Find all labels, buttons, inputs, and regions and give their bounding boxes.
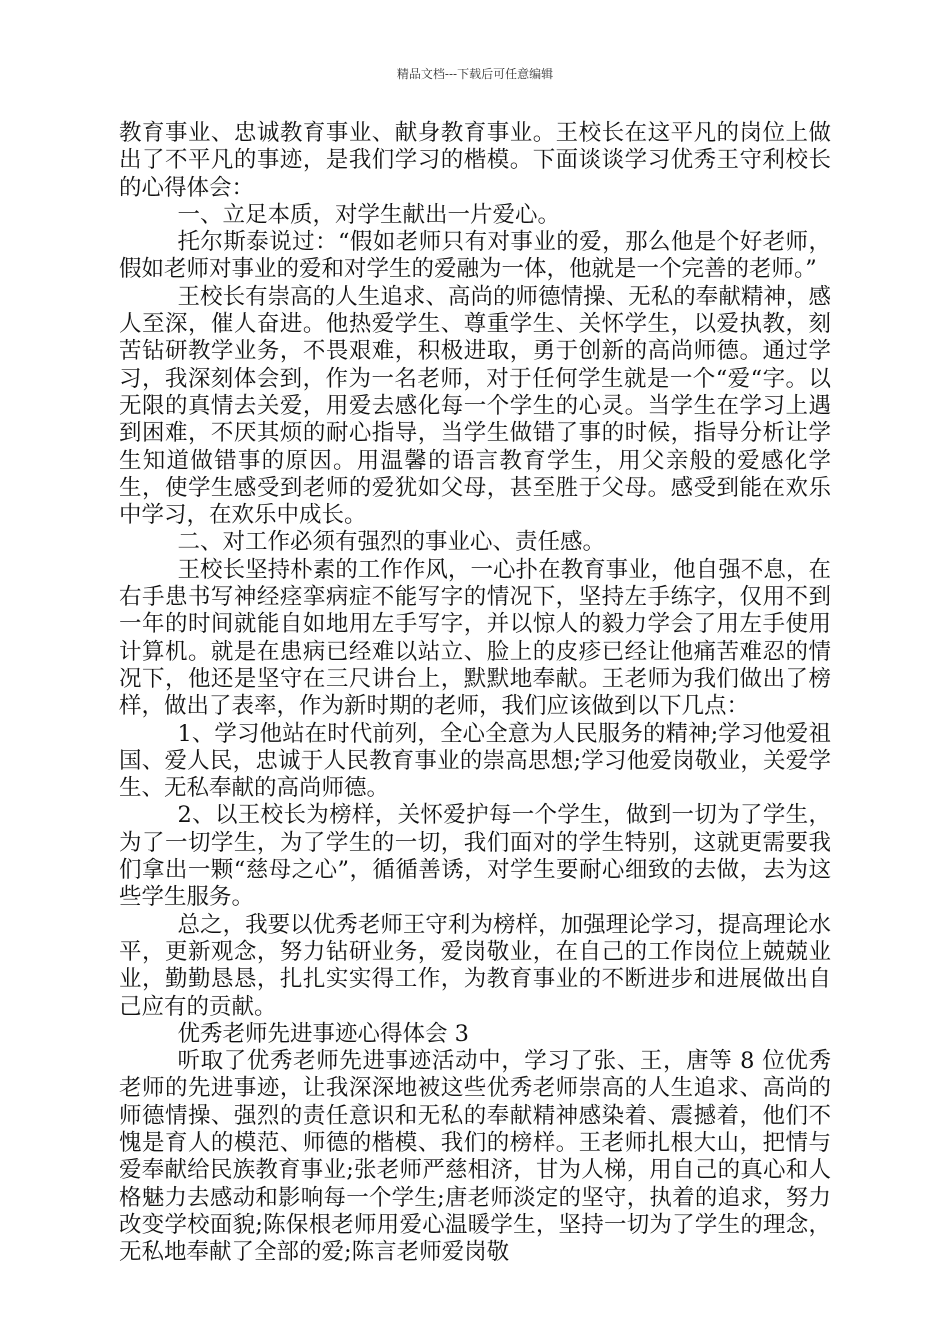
paragraph-principal-work: 王校长坚持朴素的工作作风，一心扑在教育事业，他自强不息，在右手患书写神经痉挛病症不能写字的情况下，坚持左手练字，仅用不到一年的时间就能自如地用左手写字，并以惊人的毅力学会了用左手使用计算机。就是在患病已经难以站立、脸上的皮疹已经让他痛苦难忍的情况下，他还是坚守在三尺讲台上，默默地奉献。王老师为我们做出了榜样，做出了表率，作为新时期的老师，我们应该做到以下几点： — [119, 556, 831, 720]
section-heading-1: 一、立足本质，对学生献出一片爱心。 — [177, 201, 561, 228]
paragraph-principal-love: 王校长有崇高的人生追求、高尚的师德情操、无私的奉献精神，感人至深，催人奋进。他热爱学生、尊重学生、关怀学生，以爱执教，刻苦钻研教学业务，不畏艰难，积极进取，勇于创新的高尚师德。通过学习，我深刻体会到，作为一名老师，对于任何学生就是一个“爱“字。以无限的真情去关爱，用爱去感化每一个学生的心灵。当学生在学习上遇到困难，不厌其烦的耐心指导，当学生做错了事的时候，指导分析让学生知道做错事的原因。用温馨的语言教育学生，用父亲般的爱感化学生，使学生感受到老师的爱犹如父母，甚至胜于父母。感受到能在欢乐中学习，在欢乐中成长。 — [119, 283, 831, 529]
page-header: 精品文档---下载后可任意编辑 — [396, 67, 554, 81]
list-item-2: 2、以王校长为榜样，关怀爱护每一个学生，做到一切为了学生，为了一切学生，为了学生的一切，我们面对的学生特别，这就更需要我们拿出一颗“慈母之心”，循循善诱，对学生要耐心细致的去做，去为这些学生服务。 — [119, 802, 831, 911]
paragraph-quote: 托尔斯泰说过：“假如老师只有对事业的爱，那么他是个好老师，假如老师对事业的爱和对学生的爱融为一体，他就是一个完善的老师。” — [119, 229, 831, 283]
paragraph-intro: 教育事业、忠诚教育事业、献身教育事业。王校长在这平凡的岗位上做出了不平凡的事迹，是我们学习的楷模。下面谈谈学习优秀王守利校长的心得体会： — [119, 120, 831, 201]
document-body — [119, 120, 831, 1266]
section-title-3: 优秀老师先进事迹心得体会 3 — [177, 1020, 469, 1047]
list-item-1: 1、学习他站在时代前列，全心全意为人民服务的精神;学习他爱祖国、爱人民，忠诚于人民教育事业的崇高思想;学习他爱岗敬业，关爱学生、无私奉献的高尚师德。 — [119, 720, 831, 802]
section-heading-2: 二、对工作必须有强烈的事业心、责任感。 — [177, 529, 606, 556]
paragraph-conclusion: 总之，我要以优秀老师王守利为榜样，加强理论学习，提高理论水平，更新观念，努力钻研业务，爱岗敬业，在自己的工作岗位上兢兢业业，勤勤恳恳，扎扎实实得工作，为教育事业的不断进步和进展做出自己应有的贡献。 — [119, 911, 831, 1020]
paragraph-section-3: 听取了优秀老师先进事迹活动中，学习了张、王，唐等 8 位优秀老师的先进事迹，让我深深地被这些优秀老师崇高的人生追求、高尚的师德情操、强烈的责任意识和无私的奉献精神感染着、震撼着，他们不愧是育人的模范、师德的楷模、我们的榜样。王老师扎根大山，把情与爱奉献给民族教育事业;张老师严慈相济，甘为人梯，用自己的真心和人格魅力去感动和影响每一个学生;唐老师淡定的坚守，执着的追求，努力改变学校面貌;陈保根老师用爱心温暖学生，坚持一切为了学生的理念，无私地奉献了全部的爱;陈言老师爱岗敬 — [119, 1048, 831, 1266]
